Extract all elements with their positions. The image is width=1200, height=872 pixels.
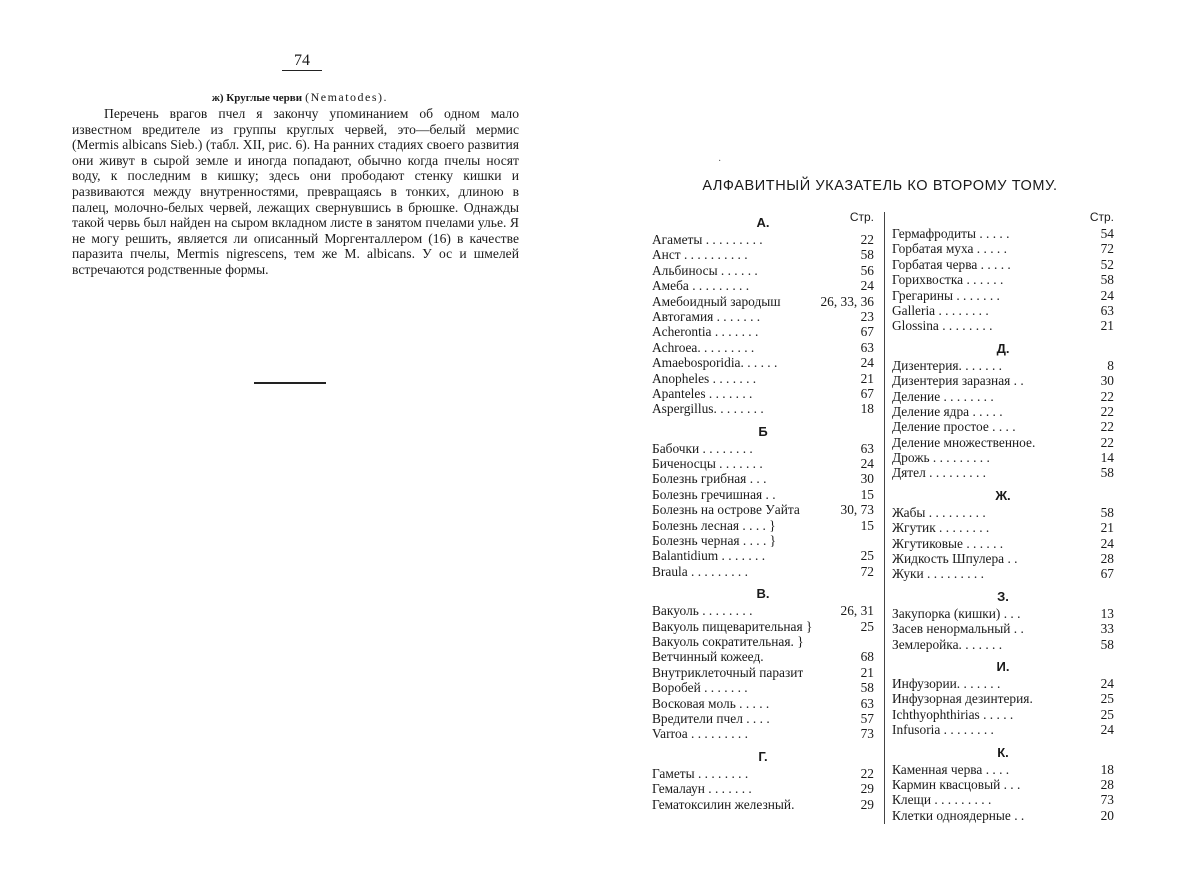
index-entry-page: 26, 31: [840, 603, 874, 619]
index-entry: [892, 637, 1114, 652]
index-entry-name: Вакуоль сократительная. }: [652, 633, 804, 649]
index-entry: [652, 441, 874, 456]
letter-heading: И.: [996, 658, 1010, 674]
index-entry-page: 21: [860, 370, 874, 386]
index-entry-page: 15: [860, 517, 874, 533]
letter-group: [892, 226, 1114, 334]
letter-group: [892, 340, 1114, 481]
index-entry-page: 56: [860, 262, 874, 278]
index-entry-name: Внутриклеточный паразит: [652, 664, 804, 680]
index-entry-name: Acherontia . . . . . . .: [652, 324, 759, 340]
index-entry-page: 14: [1100, 450, 1114, 466]
index-entry-page: 23: [860, 308, 874, 324]
index-entry-page: 30, 73: [840, 502, 874, 518]
index-entry-name: Жгутик . . . . . . . .: [892, 520, 990, 536]
index-entry-name: Anopheles . . . . . . .: [652, 370, 757, 386]
index-entry-name: Восковая моль . . . . .: [652, 695, 770, 711]
index-entry: [652, 766, 874, 781]
index-entry-page: 22: [1100, 388, 1114, 404]
index-entry-name: Альбиносы . . . . . .: [652, 262, 758, 278]
index-entry-page: 28: [1100, 551, 1114, 567]
index-entry-page: 58: [1100, 465, 1114, 481]
index-entry: [652, 355, 874, 370]
index-entry-name: Деление простое . . . .: [892, 419, 1016, 435]
index-entry: [652, 518, 874, 533]
index-entry-name: Болезнь грибная . . .: [652, 471, 767, 487]
index-entry-page: 57: [860, 710, 874, 726]
index-entry-page: 58: [860, 680, 874, 696]
index-entry-name: Apanteles . . . . . . .: [652, 385, 753, 401]
index-entry: [652, 711, 874, 726]
index-entry: [892, 792, 1114, 807]
index-entry-name: Клетки одноядерные . .: [892, 807, 1025, 823]
index-entry-name: Горбатая черва . . . . .: [892, 256, 1011, 272]
index-entry: [652, 456, 874, 471]
index-entry: [652, 340, 874, 355]
index-entry: [892, 762, 1114, 777]
index-entry-name: Каменная черва . . . .: [892, 761, 1010, 777]
index-entry: [652, 665, 874, 680]
index-entry-name: Горихвостка . . . . . .: [892, 272, 1004, 288]
index-entry-page: 30: [860, 471, 874, 487]
index-entry-page: 21: [1100, 318, 1114, 334]
index-entry-name: Ichthyophthirias . . . . .: [892, 706, 1014, 722]
letter-heading: З.: [997, 588, 1009, 604]
index-column-right: [892, 208, 1114, 823]
index-entry-name: Жабы . . . . . . . . .: [892, 504, 986, 520]
index-entry-page: 29: [860, 781, 874, 797]
index-entry: [652, 232, 874, 247]
index-entry-page: 63: [860, 339, 874, 355]
index-entry-page: 58: [1100, 504, 1114, 520]
index-entry: [892, 676, 1114, 691]
index-entry: [652, 548, 874, 563]
index-entry-name: Инфузории. . . . . . .: [892, 675, 1001, 691]
index-entry-page: 72: [860, 563, 874, 579]
index-entry: [892, 551, 1114, 566]
index-entry: [652, 619, 874, 634]
index-entry-page: 24: [1100, 535, 1114, 551]
page-column-header: Стр.: [849, 210, 874, 224]
index-entry: [652, 487, 874, 502]
letter-heading: К.: [997, 744, 1009, 760]
index-entry: [892, 389, 1114, 404]
index-entry-name: Болезнь на острове Уайта: [652, 502, 800, 518]
index-entry-name: Воробей . . . . . . .: [652, 680, 748, 696]
index-entry-page: 21: [1100, 520, 1114, 536]
index-entry-name: Деление множественное.: [892, 434, 1036, 450]
index-entry: [652, 502, 874, 517]
index-entry: [892, 808, 1114, 823]
index-entry-page: 58: [860, 247, 874, 263]
index-entry-page: 58: [1100, 636, 1114, 652]
index-entry: [892, 621, 1114, 636]
index-entry: [652, 247, 874, 262]
index-entry: [652, 371, 874, 386]
index-entry: [652, 386, 874, 401]
index-entry: [652, 309, 874, 324]
index-entry-name: Galleria . . . . . . . .: [892, 302, 989, 318]
index-entry-page: 15: [860, 486, 874, 502]
letter-group: [892, 744, 1114, 824]
index-entry-page: 8: [1107, 357, 1114, 373]
index-entry-name: Горбатая муха . . . . .: [892, 241, 1007, 257]
stray-mark: ·: [718, 156, 722, 167]
letter-heading: Б: [758, 423, 768, 439]
index-entry: [892, 606, 1114, 621]
index-entry-page: 67: [860, 324, 874, 340]
index-entry: [652, 324, 874, 339]
index-entry: [652, 726, 874, 741]
page-column-header: Стр.: [1089, 210, 1114, 224]
index-entry-name: Кармин квасцовый . . .: [892, 776, 1021, 792]
index-entry-page: 24: [860, 355, 874, 371]
index-entry: [892, 226, 1114, 241]
index-entry-name: Дятел . . . . . . . . .: [892, 465, 987, 481]
index-column-left: [652, 208, 874, 812]
index-entry: [652, 263, 874, 278]
index-entry-name: Varroa . . . . . . . . .: [652, 726, 748, 742]
index-entry-name: Автогамия . . . . . . .: [652, 308, 761, 324]
index-entry: [892, 358, 1114, 373]
index-entry-name: Агаметы . . . . . . . . .: [652, 232, 763, 247]
index-entry-name: Ветчинный кожеед.: [652, 649, 764, 665]
index-entry-name: Гемалаун . . . . . . .: [652, 781, 752, 797]
index-entry-page: 63: [860, 440, 874, 456]
index-entry-page: 24: [1100, 287, 1114, 303]
index-entry-name: Вредители пчел . . . .: [652, 710, 770, 726]
letter-group: [652, 423, 874, 580]
index-entry-page: 25: [1100, 706, 1114, 722]
index-entry-name: Засев ненормальный . .: [892, 621, 1024, 637]
index-entry: [892, 707, 1114, 722]
letter-group: [892, 658, 1114, 738]
letter-group: [892, 487, 1114, 582]
index-entry: [892, 419, 1114, 434]
index-entry: [652, 278, 874, 293]
horizontal-rule: [254, 382, 326, 384]
index-entry-page: 30: [1100, 373, 1114, 389]
index-entry-page: 13: [1100, 605, 1114, 621]
letter-heading: А.: [756, 215, 770, 230]
index-entry-name: Гаметы . . . . . . . .: [652, 765, 749, 781]
index-entry-name: Грегарины . . . . . . .: [892, 287, 1000, 303]
letter-heading: Д.: [996, 340, 1010, 356]
index-entry: [892, 691, 1114, 706]
index-entry-page: 25: [860, 548, 874, 564]
section-heading: [60, 90, 540, 105]
index-entry-page: 73: [1100, 792, 1114, 808]
index-entry-page: 58: [1100, 272, 1114, 288]
index-entry-name: Гермафродиты . . . . .: [892, 226, 1010, 241]
index-entry-name: Деление ядра . . . . .: [892, 403, 1003, 419]
index-entry-name: Achroea. . . . . . . . .: [652, 339, 755, 355]
index-entry: [652, 564, 874, 579]
index-entry-name: Дизентерия. . . . . . .: [892, 357, 1003, 373]
index-entry-name: Инфузорная дезинтерия.: [892, 691, 1033, 707]
index-entry: [892, 520, 1114, 535]
index-entry: [892, 373, 1114, 388]
index-entry: [892, 536, 1114, 551]
index-entry-page: 18: [860, 401, 874, 417]
body-paragraph: Перечень врагов пчел я закончу упоминанием об одном мало известном вредителе из группы круглых червей, это—белый мермис (Mermis albicans Sieb.) (табл. XII, рис. 6). На ранних стадиях своего развития они живут в сырой земле и иногда попадают, обычно когда пчелы носят воду, к последним в кишку; здесь они прободают стенку кишки и развиваются между внутренностями, превращаясь в тонких, длиною в палец, молочно-белых червей, лежащих свернувшись в брюшке. Однажды такой червь был найден на сыром вкладном листе в занятом пчелами улье. Я не могу решить, является ли описанный Моргенталлером (16) в качестве паразита пчелы, Mermis nigrescens, тем же M. albicans. У ос и шмелей встречаются родственные формы.: [72, 106, 519, 277]
index-entry-page: 54: [1100, 226, 1114, 241]
letter-heading: Ж.: [995, 487, 1011, 503]
index-entry: [892, 777, 1114, 792]
index-entry: [652, 401, 874, 416]
index-entry-name: Амебоидный зародыш: [652, 293, 781, 309]
index-entry: [652, 696, 874, 711]
index-entry: [652, 634, 874, 649]
index-entry-page: 20: [1100, 807, 1114, 823]
letter-group: [652, 585, 874, 742]
index-entry-page: 22: [1100, 434, 1114, 450]
index-entry-name: Бабочки . . . . . . . .: [652, 440, 753, 456]
index-entry-page: 24: [1100, 722, 1114, 738]
index-entry-name: Болезнь черная . . . . }: [652, 533, 777, 549]
index-entry: [892, 566, 1114, 581]
index-entry: [892, 303, 1114, 318]
index-entry-page: 22: [860, 232, 874, 247]
index-entry-name: Infusoria . . . . . . . .: [892, 722, 994, 738]
index-entry-name: Клещи . . . . . . . . .: [892, 792, 992, 808]
index-entry-page: 67: [860, 385, 874, 401]
index-entry-name: Жуки . . . . . . . . .: [892, 566, 984, 582]
index-entry-name: Дрожь . . . . . . . . .: [892, 450, 990, 466]
index-entry-name: Balantidium . . . . . . .: [652, 548, 766, 564]
index-entry-name: Amaebosporidia. . . . . .: [652, 355, 778, 371]
index-entry-page: 72: [1100, 241, 1114, 257]
index-entry-name: Землеройка. . . . . . .: [892, 636, 1003, 652]
index-entry-name: Aspergillus. . . . . . . .: [652, 401, 764, 417]
index-entry: [652, 649, 874, 664]
index-entry: [652, 781, 874, 796]
column-spacer: [892, 208, 1114, 226]
index-entry-page: 52: [1100, 256, 1114, 272]
page-number: 74: [282, 52, 322, 71]
index-entry-name: Гематоксилин железный.: [652, 796, 795, 812]
index-entry-page: 24: [1100, 675, 1114, 691]
index-entry: [652, 603, 874, 618]
index-entry-page: 22: [1100, 419, 1114, 435]
index-entry-page: 26, 33, 36: [820, 293, 874, 309]
index-entry-page: 73: [860, 726, 874, 742]
index-entry: [892, 241, 1114, 256]
index-entry: [892, 257, 1114, 272]
index-entry-name: Вакуоль . . . . . . . .: [652, 603, 753, 619]
index-entry-page: 22: [1100, 403, 1114, 419]
index-entry-page: 29: [860, 796, 874, 812]
index-title: АЛФАВИТНЫЙ УКАЗАТЕЛЬ КО ВТОРОМУ ТОМУ.: [702, 178, 1058, 194]
index-entry: [652, 294, 874, 309]
index-entry: [892, 272, 1114, 287]
index-entry: [652, 471, 874, 486]
index-entry: [652, 797, 874, 812]
index-entry-page: 22: [860, 765, 874, 781]
index-entry-name: Болезнь гречишная . .: [652, 486, 776, 502]
index-entry: [892, 288, 1114, 303]
index-entry-page: 21: [860, 664, 874, 680]
index-entry-page: 63: [1100, 302, 1114, 318]
column-divider: [884, 212, 885, 824]
index-entry-name: Жидкость Шпулера . .: [892, 551, 1018, 567]
index-entry-page: 25: [860, 618, 874, 634]
index-entry-page: 24: [860, 278, 874, 294]
right-page: [600, 0, 1200, 872]
index-entry: [892, 465, 1114, 480]
letter-group: [652, 214, 874, 417]
index-entry-name: Дизентерия заразная . .: [892, 373, 1024, 389]
section-heading-prefix: ж) Круглые черви: [211, 92, 303, 104]
index-entry-name: Биченосцы . . . . . . .: [652, 456, 763, 472]
letter-heading: В.: [756, 586, 770, 602]
index-entry-page: 63: [860, 695, 874, 711]
index-entry: [892, 450, 1114, 465]
index-entry-page: 18: [1100, 761, 1114, 777]
index-entry-page: 28: [1100, 776, 1114, 792]
index-entry-page: 33: [1100, 621, 1114, 637]
index-entry-name: Деление . . . . . . . .: [892, 388, 994, 404]
letter-group: [892, 588, 1114, 652]
index-entry-name: Болезнь лесная . . . . }: [652, 517, 776, 533]
index-entry: [652, 533, 874, 548]
index-entry: [892, 404, 1114, 419]
letter-heading: Г.: [758, 748, 768, 764]
index-entry-name: Вакуоль пищеварительная }: [652, 618, 813, 634]
index-entry-name: Glossina . . . . . . . .: [892, 318, 993, 334]
index-entry-page: 68: [860, 649, 874, 665]
index-entry-page: 25: [1100, 691, 1114, 707]
index-entry-name: Анст . . . . . . . . . .: [652, 247, 748, 263]
index-entry: [892, 722, 1114, 737]
index-entry: [652, 680, 874, 695]
section-heading-latin: (Nematodes).: [305, 90, 389, 104]
index-entry-name: Закупорка (кишки) . . .: [892, 605, 1021, 621]
index-entry-name: Braula . . . . . . . . .: [652, 563, 748, 579]
index-entry-name: Жгутиковые . . . . . .: [892, 535, 1004, 551]
index-entry: [892, 318, 1114, 333]
index-entry-page: 67: [1100, 566, 1114, 582]
letter-group: [652, 748, 874, 812]
index-entry-page: 24: [860, 456, 874, 472]
index-entry: [892, 505, 1114, 520]
index-entry: [892, 435, 1114, 450]
index-entry-name: Амеба . . . . . . . . .: [652, 278, 750, 294]
